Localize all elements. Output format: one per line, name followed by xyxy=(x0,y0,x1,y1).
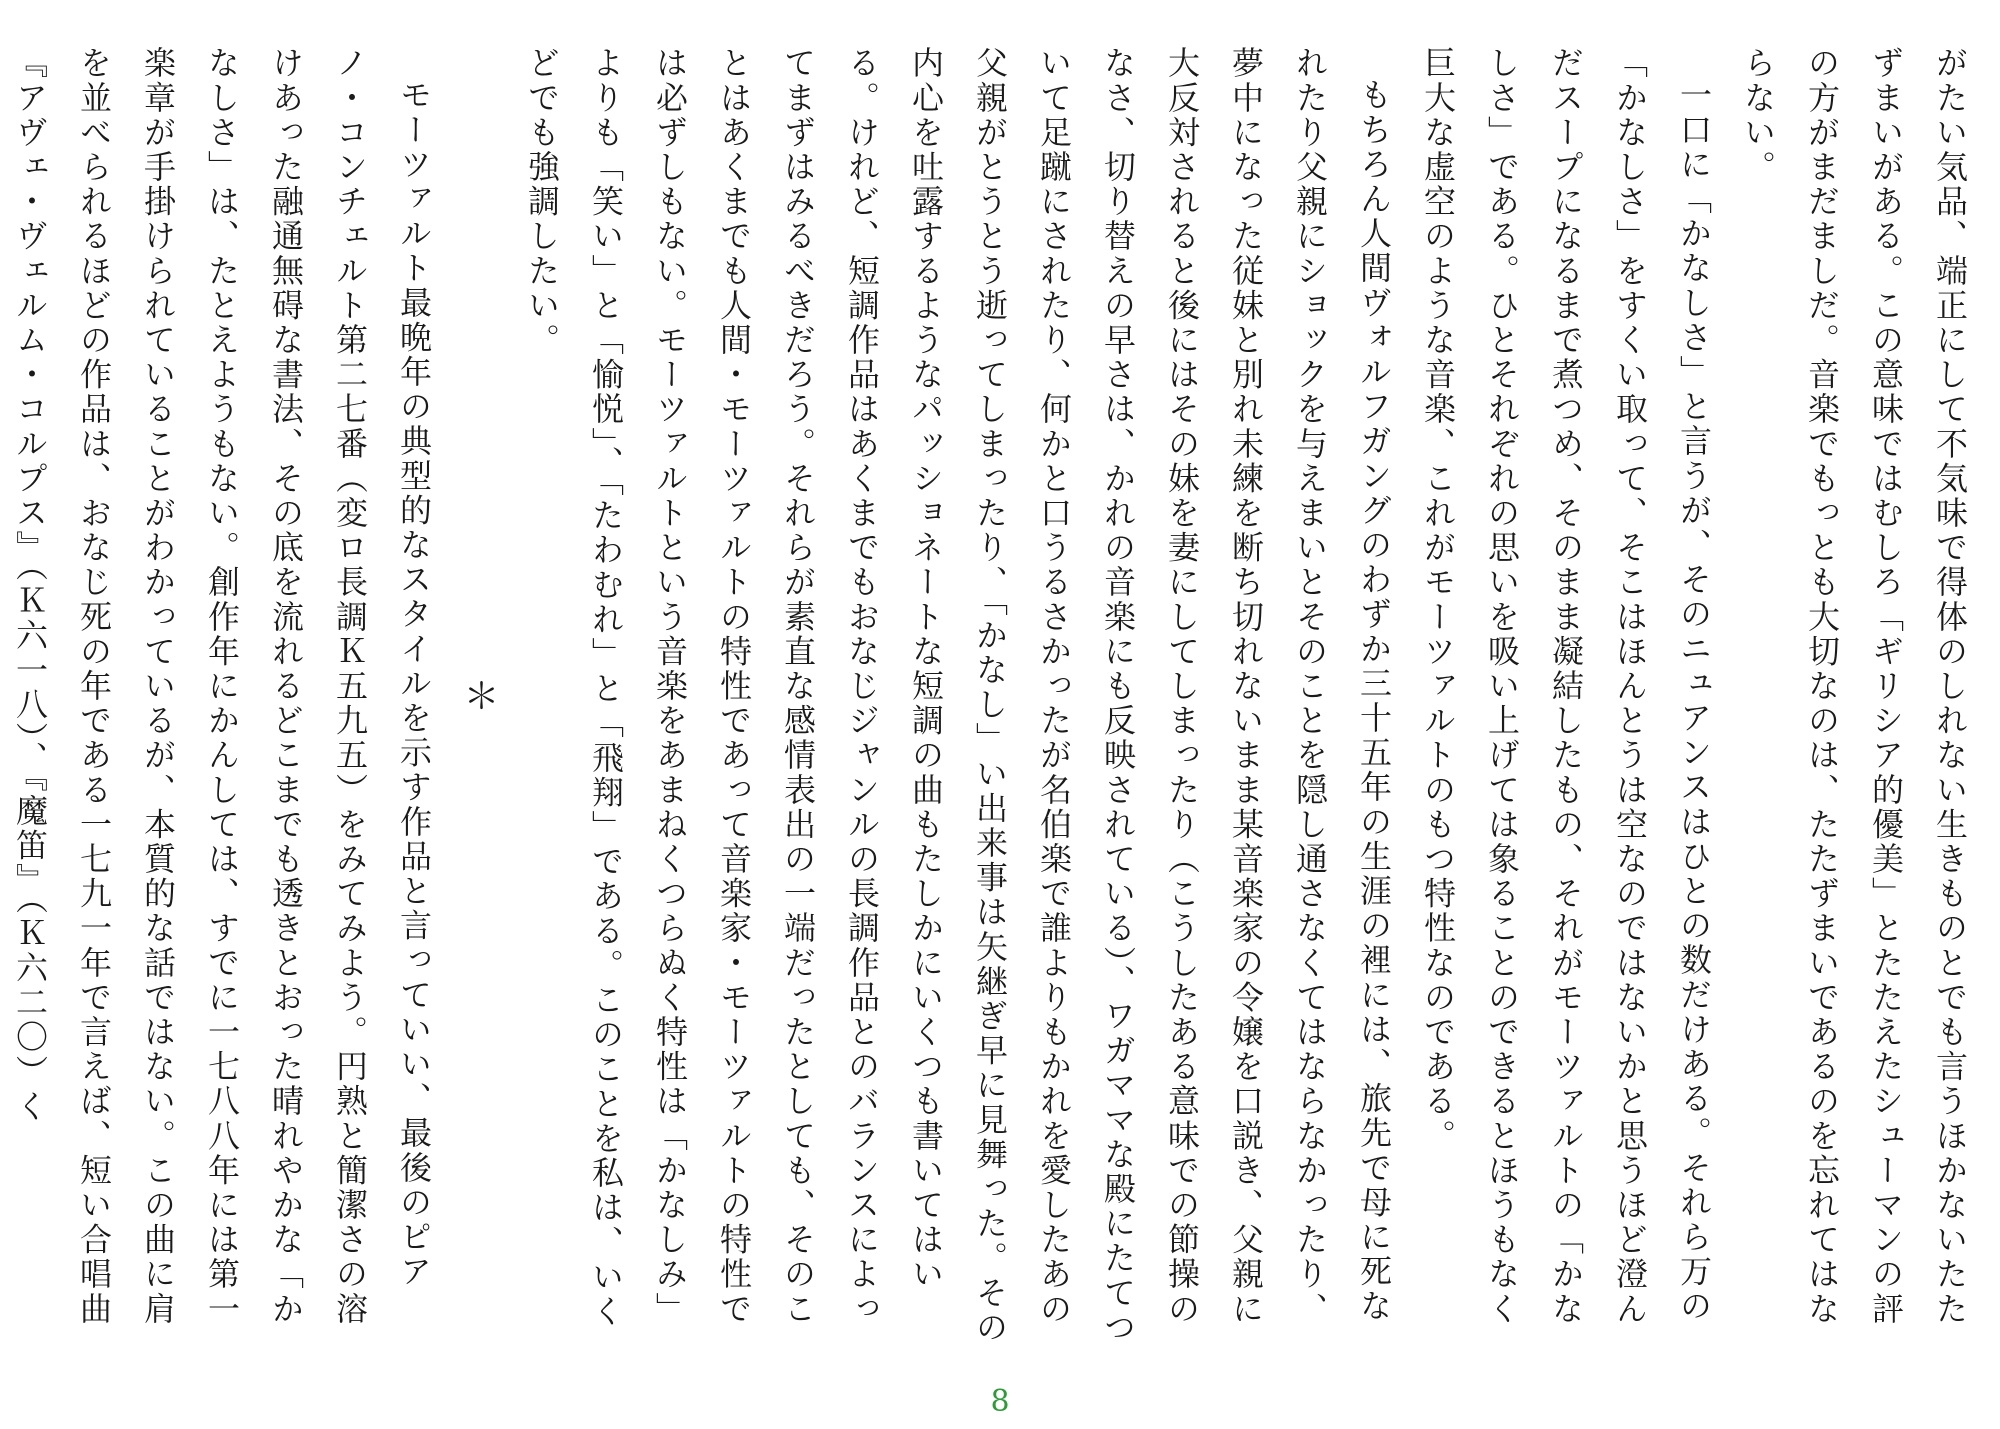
paragraph-kanashisa: 一口に「かなしさ」と言うが、そのニュアンスはひとの数だけある。それら万の「かなしさ」をすくい取って、そこはほんとうは空なのではないかと思うほど澄んだスープになるまで煮つめ、そのまま凝結したもの、それがモーツァルトの「かなしさ」である。ひとそれぞれの思いを吸い上げては象ることのできるとほうもなく巨大な虚空のような音楽、これがモーツァルトのもつ特性なのである。 xyxy=(1419,46,1713,1327)
section-break-asterisk xyxy=(446,46,510,1346)
asterisk-glyph: ＊ xyxy=(458,676,499,716)
paragraph-concerto: モーツァルト最晩年の典型的なスタイルを示す作品と言っていい、最後のピアノ・コンチェルト第二七番（変ロ長調Ｋ五九五）をみてみよう。円熟と簡潔さの溶けあった融通無碍な書法、その底を流れるどこまでも透きとおった晴れやかな「かなしさ」は、たとえようもない。創作年にかんしては、すでに一七八八年には第一楽章が手掛けられていることがわかっているが、本質的な話ではない。この曲に肩を並べられるほどの作品は、おなじ死の年である一七九一年で言えば、短い合唱曲『アヴェ・ヴェルム・コルプス』（Ｋ六一八）、『魔笛』（Ｋ六二〇）く xyxy=(11,46,433,1327)
body-text xyxy=(11,46,1982,1346)
paragraph-wolfgang: もちろん人間ヴォルフガングのわずか三十五年の生涯の裡には、旅先で母に死なれたり父親にショックを与えまいとそのことを隠し通さなくてはならなかったり、夢中になった従妹と別れ未練を断ち切れないまま某音楽家の令嬢を口説き、父親に大反対されると後にはその妹を妻にしてしまったり（こうしたある意味での節操のなさ、切り替えの早さは、かれの音楽にも反映されている）、ワガママな殿にたてついて足蹴にされたり、何かと口うるさかったが名伯楽で誰よりもかれを愛したあの父親がとうとう逝ってしまったり、「かなし」い出来事は矢継ぎ早に見舞った。その内心を吐露するようなパッショネートな短調の曲もたしかにいくつも書いてはいる。けれど、短調作品はあくまでもおなじジャンルの長調作品とのバランスによってまずはみるべきだろう。それらが素直な感情表出の一端だったとしても、そのことはあくまでも人間・モーツァルトの特性であって音楽家・モーツァルトの特性では必ずしもない。モーツァルトという音楽をあまねくつらぬく特性は「かなしみ」よりも「笑い」と「愉悦」、「たわむれ」と「飛翔」である。このことを私は、いくどでも強調したい。 xyxy=(523,46,1393,1345)
page-number: 8 xyxy=(990,1384,1010,1419)
paragraph-continuation: がたい気品、端正にして不気味で得体のしれない生きものとでも言うほかないたたずまいがある。この意味ではむしろ「ギリシア的優美」とたたえたシューマンの評の方がまだましだ。音楽でもっとも大切なのは、たたずまいであるのを忘れてはならない。 xyxy=(1739,46,1969,1327)
